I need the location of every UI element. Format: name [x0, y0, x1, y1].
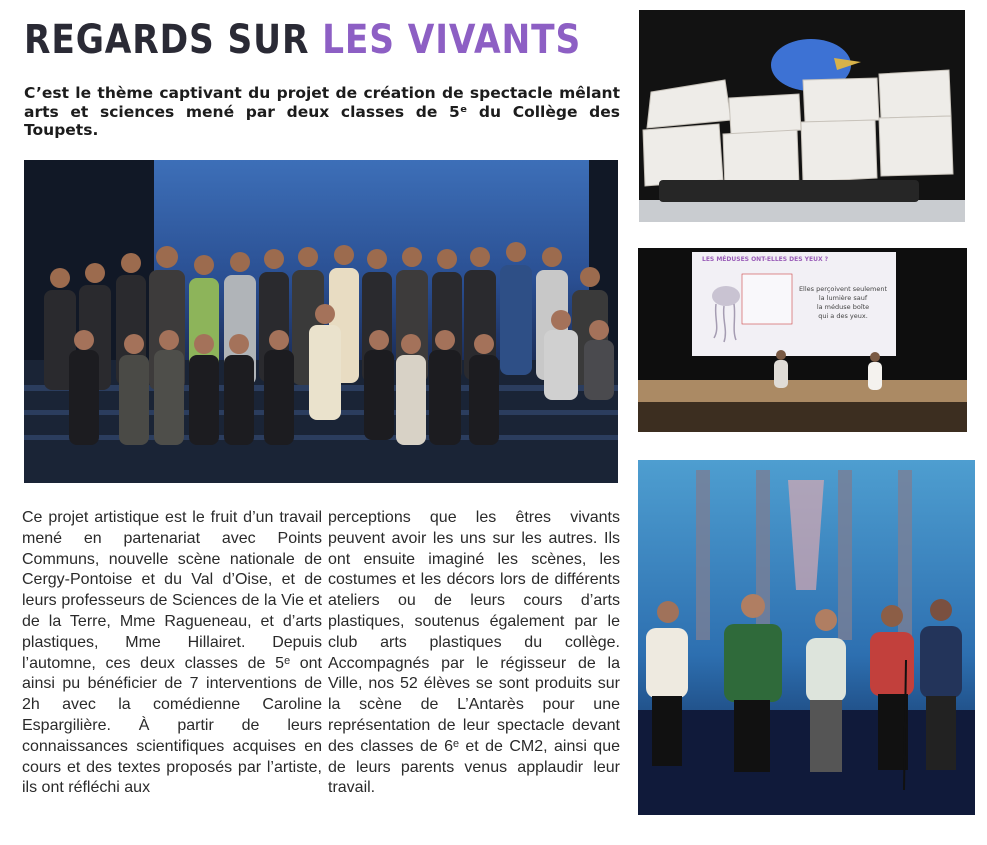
title-part-2: LES VIVANTS: [322, 17, 582, 63]
article-body-column-left: Ce projet artistique est le fruit d’un travail mené en partenariat avec Points Communs, nouvelle scène nationale de Cergy-Pontoise et du Val d’Oise, et de leurs professeurs de Sciences de la Vie et de la Terre, Mme Ragueneau, et d’arts plastiques, Mme Hillairet. Depuis l’automne, ces deux classes de 5ᵉ ont ainsi pu bénéficier de 7 interventions de 2h avec la comédienne Caroline Espargilière. À partir de leurs connaissances scientifiques acquises en cours et des textes proposés par l’artiste, ils ont réfléchi aux: [22, 509, 322, 797]
article-title: [24, 14, 581, 66]
article-lead: C’est le thème captivant du projet de création de spectacle mêlant arts et sciences mené par deux classes de 5ᵉ du Collège des Toupets.: [24, 84, 620, 139]
title-part-1: REGARDS SUR: [24, 17, 323, 63]
jellyfish-slide-photo: [638, 248, 967, 432]
slide-line-4: qui a des yeux.: [818, 312, 868, 320]
eagle-scene-photo: [639, 10, 965, 222]
group-photo: [24, 160, 618, 483]
slide-line-1: Elles perçoivent seulement: [798, 285, 888, 293]
slide-line-2: la lumière sauf: [818, 294, 868, 302]
article-body-column-right: perceptions que les êtres vivants peuvent avoir les uns sur les autres. Ils ont ensuite imaginé les scènes, les costumes et les décors lors de différents ateliers ou de leurs cours d’arts plastiques, soutenus également par le club arts plastiques du collège. Accompagnés par le régisseur de la Ville, nos 52 élèves se sont produits sur la scène de L’Antarès pour une représentation de leur spectacle devant des classes de 6ᵉ et de CM2, ainsi que de leurs parents venus applaudir leur travail.: [328, 509, 620, 797]
slide-title: LES MÉDUSES ONT-ELLES DES YEUX ?: [702, 256, 829, 263]
stage-performance-photo: [638, 460, 975, 815]
slide-line-3: la méduse boîte: [816, 303, 870, 311]
